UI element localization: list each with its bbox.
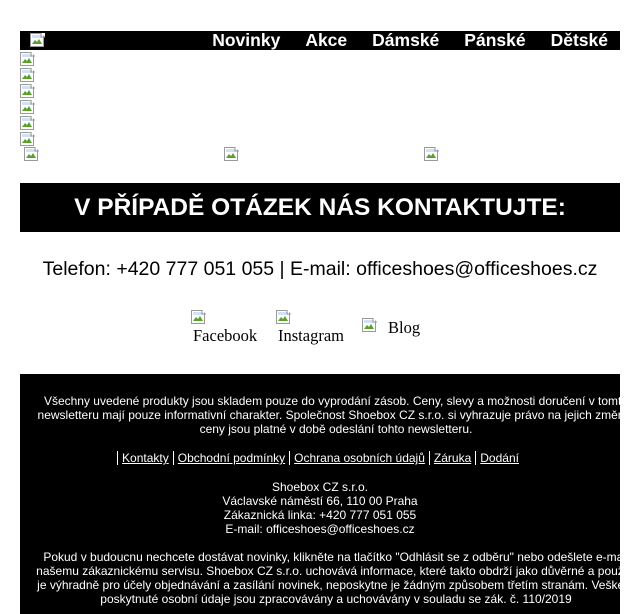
- banner-broken-image-icon[interactable]: [20, 52, 35, 67]
- banner-broken-image-icon[interactable]: [20, 116, 35, 131]
- social-blog-label[interactable]: Blog: [388, 318, 421, 337]
- instagram-icon: [276, 310, 291, 325]
- facebook-icon: [191, 310, 206, 325]
- banner-broken-image-icon[interactable]: [20, 68, 35, 83]
- social-instagram-label[interactable]: Instagram: [278, 326, 344, 345]
- nav-link-panske[interactable]: Pánské: [464, 30, 526, 50]
- blog-icon: [362, 318, 377, 333]
- contact-info: Telefon: +420 777 051 055 | E-mail: officeshoes@officeshoes.cz: [42, 258, 598, 280]
- footer: [20, 374, 636, 614]
- product-image-row: [24, 147, 624, 163]
- company-name: Shoebox CZ s.r.o.: [271, 480, 369, 494]
- contact-banner: V PŘÍPADĚ OTÁZEK NÁS KONTAKTUJTE:: [20, 183, 620, 232]
- nav-link-damske[interactable]: Dámské: [372, 30, 440, 50]
- product-broken-image-icon[interactable]: [24, 147, 39, 162]
- social-facebook-label[interactable]: Facebook: [193, 326, 258, 345]
- product-broken-image-icon[interactable]: [424, 147, 439, 162]
- nav-link-detske[interactable]: Dětské: [550, 30, 608, 50]
- footer-link-zaruka[interactable]: Záruka: [429, 451, 475, 465]
- social-instagram[interactable]: [276, 310, 346, 346]
- banner-broken-image-icon[interactable]: [20, 84, 35, 99]
- company-hotline: Zákaznická linka: +420 777 051 055: [223, 508, 417, 522]
- top-nav: [20, 31, 620, 50]
- footer-link-kontakty[interactable]: Kontakty: [117, 451, 173, 465]
- nav-links: [187, 31, 620, 50]
- nav-link-novinky[interactable]: Novinky: [212, 30, 281, 50]
- nav-link-akce[interactable]: Akce: [305, 30, 348, 50]
- banner-broken-image-icon[interactable]: [20, 100, 35, 115]
- footer-link-ochrana-osobnich-udaju[interactable]: Ochrana osobních údajů: [289, 451, 429, 465]
- footer-address: [20, 480, 620, 536]
- company-email: E-mail: officeshoes@officeshoes.cz: [225, 522, 415, 536]
- footer-links: [20, 451, 620, 465]
- header: [20, 31, 620, 50]
- footer-link-obchodni-podminky[interactable]: Obchodní podmínky: [173, 451, 289, 465]
- footer-privacy: Pokud v budoucnu nechcete dostávat novinky, klikněte na tlačítko "Odhlásit se z odběru" nebo odešlete e-mail našemu zákaznickému servisu. Shoebox CZ s.r.o. uchovává informace, které takto obdrží jako důvěrné a použije je výhradně pro účely objednávání a zasílání novinek, neposkytne je žádným způsobem třetím stranám. Veškeré poskytnuté osobní údaje jsou zpracovávány a uchovávány v souladu se zák. č. 110/2019: [36, 550, 636, 606]
- social-blog[interactable]: [362, 318, 422, 338]
- footer-disclaimer: Všechny uvedené produkty jsou skladem pouze do vyprodání zásob. Ceny, slevy a možnosti doručení v tomto newsletteru mají pouze informativní charakter. Společnost Shoebox CZ s.r.o. si vyhrazuje právo na jejich změnu, ceny jsou platné v době odeslání tohto newsletteru.: [37, 394, 635, 436]
- product-broken-image-icon[interactable]: [224, 147, 239, 162]
- social-facebook[interactable]: [191, 310, 261, 346]
- banner-broken-image-icon[interactable]: [20, 132, 35, 147]
- banner-image-stack: [20, 52, 35, 147]
- footer-link-dodani[interactable]: Dodání: [475, 451, 523, 465]
- logo-broken-image-icon[interactable]: [30, 33, 45, 48]
- company-address: Václavské náměstí 66, 110 00 Praha: [222, 494, 418, 508]
